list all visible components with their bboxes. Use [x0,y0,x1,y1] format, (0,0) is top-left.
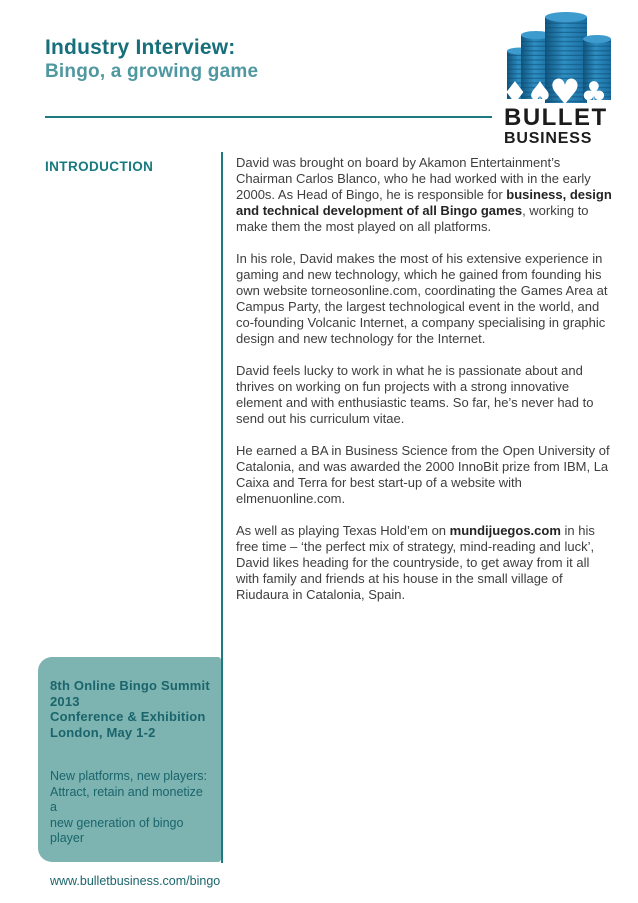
event-title: 8th Online Bingo Summit 2013 [50,678,210,709]
spade-suit-icon: ♠ [526,76,554,106]
poker-chip-stacks-icon [500,10,614,106]
section-label-introduction: INTRODUCTION [45,159,154,174]
event-location-date: London, May 1-2 [50,724,156,740]
event-tagline-line1: New platforms, new players: [50,769,208,783]
logo-wordmark-line1: BULLET [504,104,608,131]
event-heading-block [50,678,213,740]
paragraph: David feels lucky to work in what he is passionate about and thrives on working on fun projects with a strong innovative element and with enthusiastic teams. So far, he’s never had to send out his curriculum vitae. [236,363,594,426]
bullet-business-logo [494,10,616,147]
paragraph: As well as playing Texas Hold’em on mundijuegos.com in his free time – ‘the perfect mix of strategy, mind-reading and luck’, David likes heading for the countryside, to get away from it all with family and friends at his house in the small village of Riudaura in Catalonia, Spain. [236,523,595,602]
event-info-box [38,657,221,888]
diamond-suit-icon: ♦ [501,76,529,106]
paragraph: David was brought on board by Akamon Entertainment’s Chairman Carlos Blanco, who he had worked with in the early 2000s. As Head of Bingo, he is responsible for business, design and technical development of all Bingo games, working to make them the most played on all platforms. [236,155,612,234]
event-tagline-line2: Attract, retain and monetize a [50,784,203,814]
event-url-link[interactable]: www.bulletbusiness.com/bingo [50,873,221,888]
heart-suit-icon: ♥ [549,73,581,106]
page-title: Industry Interview: [45,36,236,59]
column-divider-line [221,152,223,863]
header-divider-line [45,116,492,118]
event-subtitle: Conference & Exhibition [50,709,206,724]
club-suit-icon: ♣ [580,76,608,106]
event-tagline [50,769,213,847]
event-tagline-line3: new generation of bingo player [50,815,184,845]
page-header [45,36,258,83]
logo-wordmark-line2: BUSINESS [504,130,593,147]
paragraph: He earned a BA in Business Science from the Open University of Catalonia, and was awarded the 2000 InnoBit prize from IBM, La Caixa and Terra for best start-up of a website with elmenuonline.com. [236,443,610,506]
paragraph: In his role, David makes the most of his extensive experience in gaming and new technology, which he gained from founding his own website torneosonline.com, coordinating the Games Area at Campus Party, the largest technological event in the world, and co-founding Volcanic Internet, a company specialising in graphic design and new technology for the Internet. [236,251,608,346]
page-subtitle: Bingo, a growing game [45,61,259,82]
article-body [236,155,615,619]
